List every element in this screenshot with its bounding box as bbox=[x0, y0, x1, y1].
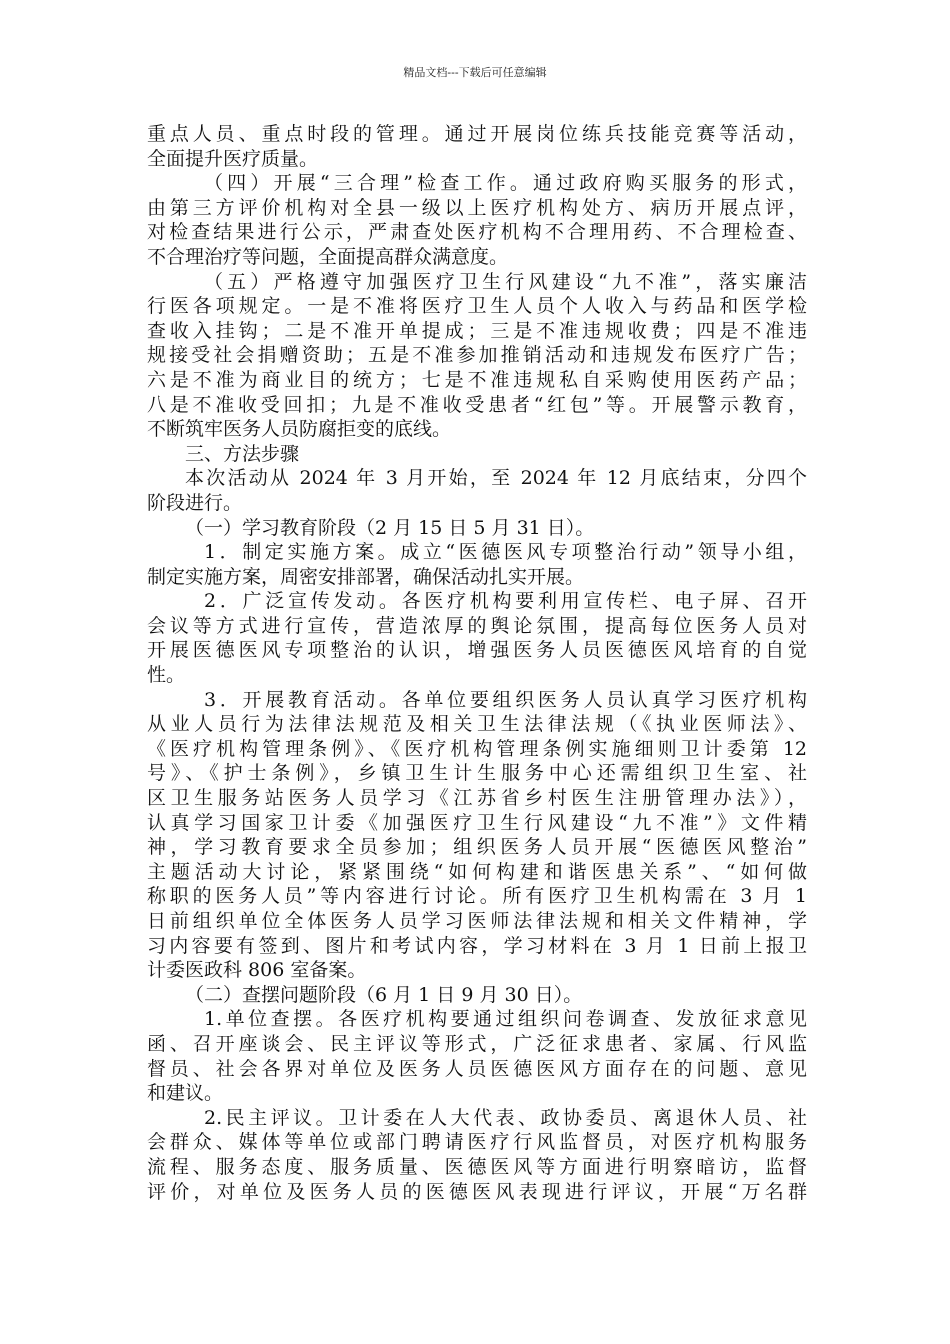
text-line: 查收入挂钩；二是不准开单提成；三是不准违规收费；四是不准违 bbox=[147, 319, 807, 342]
text-line: 函、召开座谈会、民主评议等形式，广泛征求患者、家属、行风监 bbox=[147, 1032, 807, 1055]
page-header: 精品文档---下载后可任意编辑 bbox=[403, 66, 547, 79]
text-line: 阶段进行。 bbox=[147, 491, 243, 514]
text-line: （四）开展“三合理”检查工作。通过政府购买服务的形式， bbox=[204, 172, 807, 195]
text-line: 2．广泛宣传发动。各医疗机构要利用宣传栏、电子屏、召开 bbox=[204, 590, 807, 613]
document-body bbox=[147, 122, 807, 1204]
paragraph bbox=[147, 983, 807, 1008]
text-line: 性。 bbox=[147, 664, 186, 687]
text-line: 会群众、媒体等单位或部门聘请医疗行风监督员，对医疗机构服务 bbox=[147, 1131, 807, 1154]
text-line: 全面提升医疗质量。 bbox=[147, 147, 319, 170]
text-line: 神，学习教育要求全员参加；组织医务人员开展“医德医风整治” bbox=[147, 836, 807, 859]
paragraph bbox=[147, 516, 807, 541]
paragraph bbox=[147, 688, 807, 983]
text-line: 习内容要有签到、图片和考试内容，学习材料在 3 月 1 日前上报卫 bbox=[147, 934, 807, 957]
text-line: 和建议。 bbox=[147, 1082, 224, 1105]
text-line: 三、方法步骤 bbox=[185, 442, 300, 465]
text-line: 认真学习国家卫计委《加强医疗卫生行风建设“九不准”》文件精 bbox=[147, 811, 807, 834]
text-line: 称职的医务人员”等内容进行讨论。所有医疗卫生机构需在 3 月 1 bbox=[147, 885, 807, 908]
text-line: 规接受社会捐赠资助；五是不准参加推销活动和违规发布医疗广告； bbox=[147, 344, 807, 367]
text-line: 计委医政科 806 室备案。 bbox=[147, 959, 367, 982]
paragraph bbox=[147, 1106, 807, 1204]
text-line: 区卫生服务站医务人员学习《江苏省乡村医生注册管理办法》）， bbox=[147, 787, 807, 810]
text-line: 重点人员、重点时段的管理。通过开展岗位练兵技能竞赛等活动， bbox=[147, 123, 807, 145]
text-line: 行医各项规定。一是不准将医疗卫生人员个人收入与药品和医学检 bbox=[147, 295, 807, 318]
text-line: 从业人员行为法律法规范及相关卫生法律法规（《执业医师法》、 bbox=[147, 713, 807, 736]
paragraph bbox=[147, 1007, 807, 1105]
text-line: 号》、《护士条例》，乡镇卫生计生服务中心还需组织卫生室、社 bbox=[147, 762, 807, 785]
text-line: 六是不准为商业目的统方；七是不准违规私自采购使用医药产品； bbox=[147, 368, 807, 391]
text-line: （一）学习教育阶段（2 月 15 日 5 月 31 日）。 bbox=[185, 516, 595, 539]
text-line: 主题活动大讨论，紧紧围绕“如何构建和谐医患关系”、“如何做 bbox=[147, 860, 807, 883]
text-line: （五）严格遵守加强医疗卫生行风建设“九不准”，落实廉洁 bbox=[204, 270, 807, 293]
text-line: 不合理治疗等问题，全面提高群众满意度。 bbox=[147, 245, 509, 268]
paragraph bbox=[147, 442, 807, 467]
text-line: 督员、社会各界对单位及医务人员医德医风方面存在的问题、意见 bbox=[147, 1057, 807, 1080]
text-line: 日前组织单位全体医务人员学习医师法律法规和相关文件精神，学 bbox=[147, 910, 807, 932]
text-line: 本次活动从 2024 年 3 月开始，至 2024 年 12 月底结束，分四个 bbox=[185, 467, 807, 490]
text-line: 制定实施方案，周密安排部署，确保活动扎实开展。 bbox=[147, 565, 585, 588]
paragraph bbox=[147, 466, 807, 515]
text-line: 八是不准收受回扣；九是不准收受患者“红包”等。开展警示教育， bbox=[147, 393, 807, 416]
text-line: 评价，对单位及医务人员的医德医风表现进行评议，开展“万名群 bbox=[147, 1180, 807, 1203]
text-line: 2.民主评议。卫计委在人大代表、政协委员、离退休人员、社 bbox=[204, 1106, 807, 1129]
text-line: 1.单位查摆。各医疗机构要通过组织问卷调查、发放征求意见 bbox=[204, 1008, 807, 1031]
paragraph bbox=[147, 122, 807, 171]
paragraph bbox=[147, 540, 807, 589]
paragraph bbox=[147, 171, 807, 269]
text-line: 开展医德医风专项整治的认识，增强医务人员医德医风培育的自觉 bbox=[147, 639, 807, 662]
text-line: 《医疗机构管理条例》、《医疗机构管理条例实施细则卫计委第 12 bbox=[147, 737, 807, 760]
text-line: 流程、服务态度、服务质量、医德医风等方面进行明察暗访，监督 bbox=[147, 1155, 807, 1178]
text-line: 3．开展教育活动。各单位要组织医务人员认真学习医疗机构 bbox=[204, 688, 807, 711]
text-line: 不断筑牢医务人员防腐拒变的底线。 bbox=[147, 418, 452, 441]
paragraph bbox=[147, 270, 807, 442]
text-line: 会议等方式进行宣传，营造浓厚的舆论氛围，提高每位医务人员对 bbox=[147, 614, 807, 637]
text-line: （二）查摆问题阶段（6 月 1 日 9 月 30 日）。 bbox=[185, 983, 583, 1006]
paragraph bbox=[147, 589, 807, 687]
text-line: 1．制定实施方案。成立“医德医风专项整治行动”领导小组， bbox=[204, 541, 807, 564]
text-line: 对检查结果进行公示，严肃查处医疗机构不合理用药、不合理检查、 bbox=[147, 221, 807, 244]
text-line: 由第三方评价机构对全县一级以上医疗机构处方、病历开展点评， bbox=[147, 196, 807, 219]
